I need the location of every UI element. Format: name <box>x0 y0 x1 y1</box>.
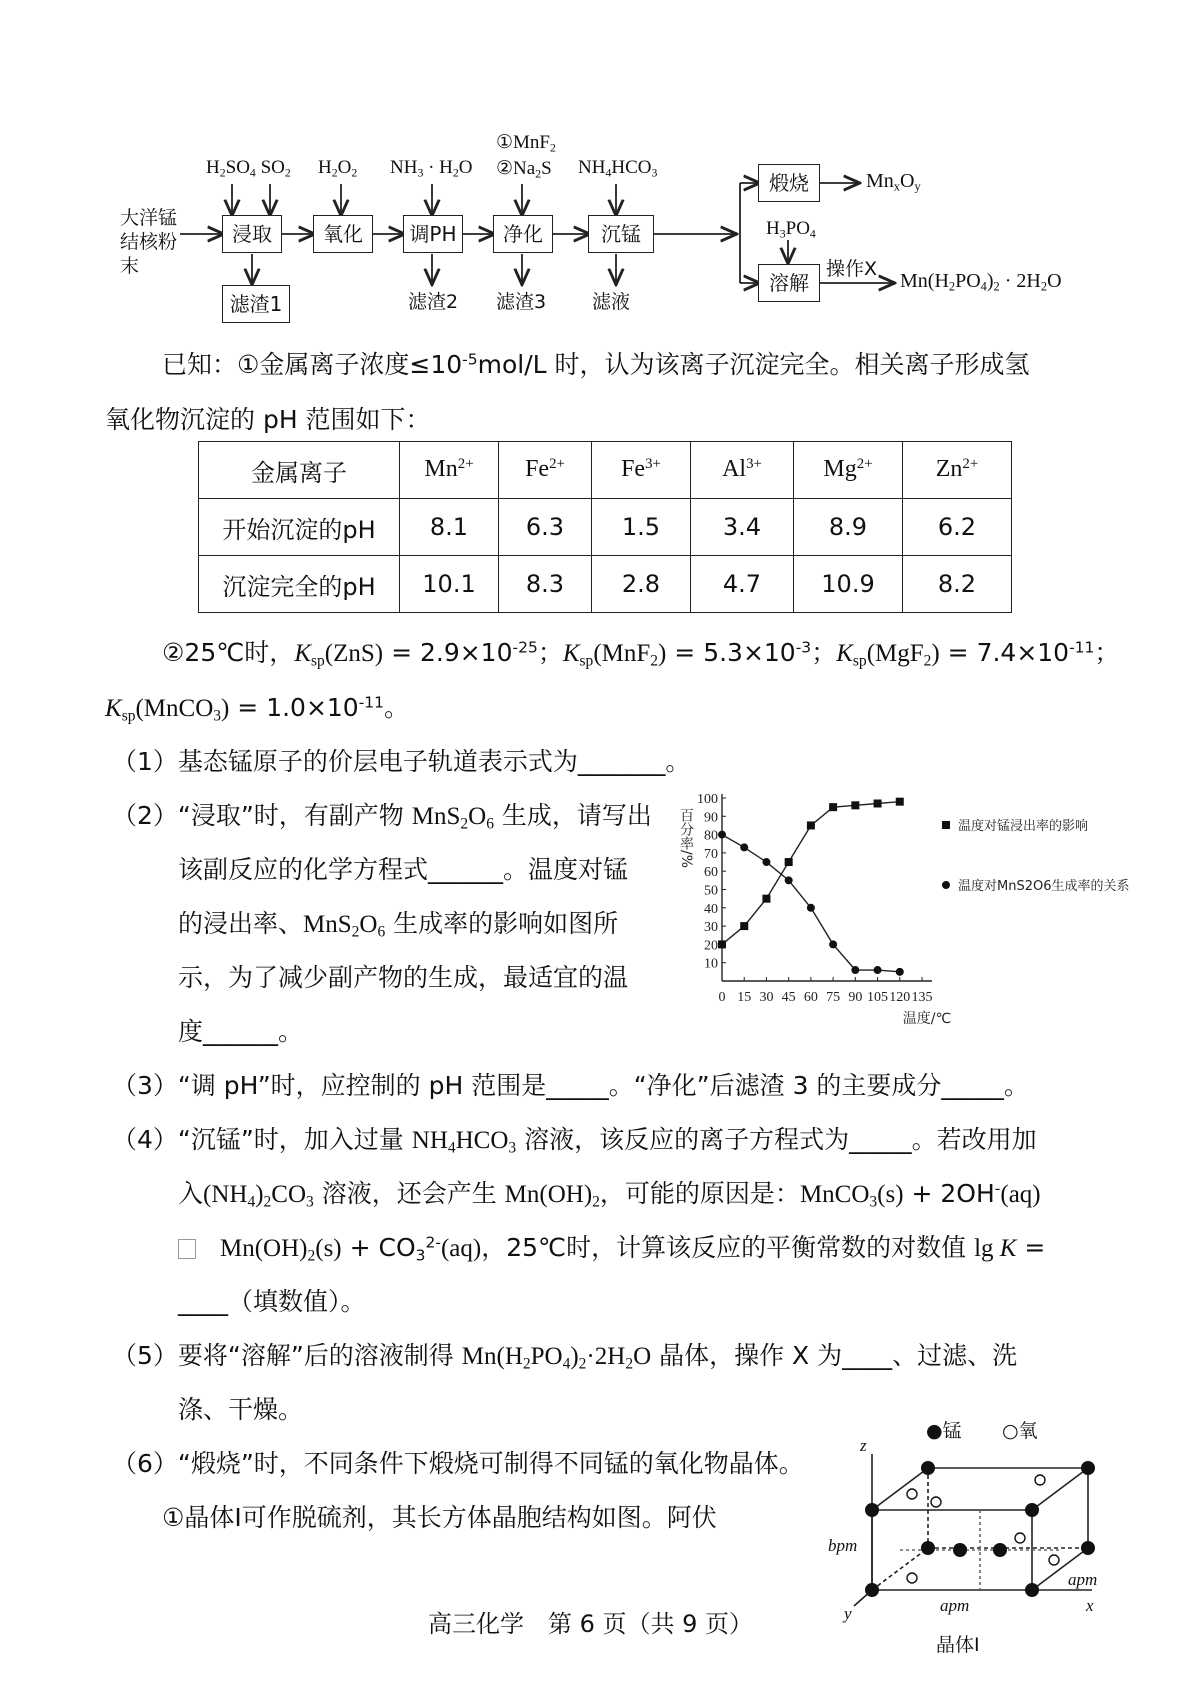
data-point-circle <box>829 940 837 948</box>
residue-3: 滤渣3 <box>496 291 547 313</box>
table-cell: 6.3 <box>499 499 592 556</box>
table-header-cell: $Zn^{2+}$ <box>903 442 1012 499</box>
legend-label-0: 温度对锰浸出率的影响 <box>958 819 1089 834</box>
x-tick-label: 15 <box>737 990 752 1005</box>
legend-marker-circle <box>942 881 950 889</box>
step-precip: 沉锰 <box>588 215 654 253</box>
start-line-2: 结核粉 <box>120 231 178 253</box>
residue-filtrate: 滤液 <box>592 291 631 313</box>
data-point-circle <box>896 968 904 976</box>
table-header-row <box>199 442 1012 499</box>
question-2-line-1: （2）“浸取”时，有副产物 $MnS_2O_6$ 生成，请写出 <box>112 801 652 833</box>
table-cell: 2.8 <box>592 556 691 613</box>
data-point-circle <box>807 904 815 912</box>
table-header-cell: $Mg^{2+}$ <box>794 442 903 499</box>
b-dimension-label: bpm <box>828 1536 858 1555</box>
y-tick-label: 80 <box>704 828 718 844</box>
x-tick-label: 120 <box>889 990 911 1005</box>
axis-z-label: z <box>860 1436 867 1455</box>
product-oxide: $Mn_xO_y$ <box>866 170 921 194</box>
ion-table <box>198 441 1012 613</box>
x-tick-label: 0 <box>718 990 726 1005</box>
flowchart <box>0 0 1200 340</box>
question-1: （1）基态锰原子的价层电子轨道表示式为_______。 <box>112 747 691 776</box>
leach-chart-svg <box>672 786 1130 1027</box>
start-line-3: 末 <box>120 255 140 277</box>
y-tick-label: 60 <box>704 865 718 881</box>
table-row <box>199 556 1012 613</box>
legend-o: ○氧 <box>1002 1420 1038 1442</box>
table-cell: 1.5 <box>592 499 691 556</box>
question-5-line-2: 涤、干燥。 <box>178 1395 304 1424</box>
reagent-leach: $H_2SO_4$ $SO_2$ <box>206 157 291 180</box>
x-tick-label: 75 <box>826 990 841 1005</box>
step-calcine: 煅烧 <box>758 164 820 202</box>
reagent-purify-1: ①MnF$_2$ <box>496 132 556 155</box>
y-tick-label: 90 <box>704 810 718 826</box>
table-cell: 8.1 <box>400 499 499 556</box>
table-cell: 10.9 <box>794 556 903 613</box>
question-2-line-3: 的浸出率、$MnS_2O_6$ 生成率的影响如图所 <box>178 909 619 941</box>
y-tick-label: 100 <box>697 792 718 807</box>
known-line-1: 已知：①金属离子浓度$\le 10^{-5}mol/L$ 时，认为该离子沉淀完全。相关离子形成氢 <box>162 350 1030 379</box>
y-tick-label: 70 <box>704 846 718 862</box>
x-tick-label: 60 <box>803 990 818 1005</box>
x-tick-label: 135 <box>911 990 933 1005</box>
operation-x: 操作X <box>826 258 878 280</box>
data-point-circle <box>874 966 882 974</box>
table-cell: 4.7 <box>691 556 794 613</box>
table-cell: 3.4 <box>691 499 794 556</box>
data-point-square <box>896 798 904 806</box>
table-cell: 10.1 <box>400 556 499 613</box>
reagent-precip: $NH_4HCO_3$ <box>578 157 658 180</box>
legend-label-1: 温度对MnS2O6生成率的关系 <box>958 879 1130 894</box>
a-bottom-label: apm <box>940 1596 970 1615</box>
data-point-circle <box>851 966 859 974</box>
step-purify: 净化 <box>493 215 553 253</box>
ksp-line-2: $K_{sp}(MnCO_3) = 1.0\times 10^{-11}$。 <box>105 693 410 725</box>
equilibrium-arrow-icon <box>178 1239 196 1259</box>
question-2-line-5: 度______。 <box>178 1017 304 1046</box>
data-point-circle <box>740 843 748 851</box>
legend-marker-square <box>942 821 950 829</box>
table-cell: 沉淀完全的pH <box>199 556 400 613</box>
reagent-ph: $NH_3 \cdot H_2O$ <box>390 157 473 180</box>
o-atoms <box>907 1475 1059 1583</box>
axis-y-label: y <box>844 1604 852 1623</box>
series-line-1 <box>722 835 900 972</box>
data-point-square <box>829 803 837 811</box>
question-3: （3）“调 pH”时，应控制的 pH 范围是_____。“净化”后滤渣 3 的主要成分_____。 <box>112 1071 1029 1100</box>
x-axis-label: 温度/℃ <box>902 1011 952 1027</box>
step-oxidize: 氧化 <box>313 215 373 253</box>
x-tick-label: 90 <box>848 990 863 1005</box>
a-side-label: apm <box>1068 1570 1098 1589</box>
step-leach: 浸取 <box>222 215 282 253</box>
start-material <box>120 206 177 278</box>
y-tick-label: 50 <box>704 883 718 899</box>
y-axis-label: 百分率/% <box>678 808 694 869</box>
residue-1: 滤渣1 <box>222 285 290 323</box>
leach-chart <box>672 786 1130 1027</box>
step-ph: 调PH <box>403 215 463 253</box>
table-cell: 8.3 <box>499 556 592 613</box>
data-point-square <box>762 895 770 903</box>
y-tick-label: 30 <box>704 920 718 936</box>
question-4-line-3: $Mn(OH)_2(s) + CO_3^{2-}(aq)$，25℃时，计算该反应的平衡常数的对数值 lg K = <box>178 1228 1045 1266</box>
crystal-cell-svg <box>840 1430 1120 1670</box>
start-line-1: 大洋锰 <box>120 207 178 229</box>
table-cell: 8.2 <box>903 556 1012 613</box>
reagent-purify-2: $②Na_2S$ <box>496 158 552 181</box>
table-header-cell: $Al^{3+}$ <box>691 442 794 499</box>
residue-2: 滤渣2 <box>408 291 459 313</box>
data-point-square <box>874 799 882 807</box>
question-2-line-4: 示，为了减少副产物的生成，最适宜的温 <box>178 963 629 992</box>
table-cell: 6.2 <box>903 499 1012 556</box>
crystal-caption: 晶体Ⅰ <box>936 1634 980 1656</box>
table-header-cell: 金属离子 <box>199 442 400 499</box>
data-point-square <box>851 801 859 809</box>
question-4-line-4: ____（填数值）。 <box>178 1287 366 1316</box>
question-2-line-2: 该副反应的化学方程式______。温度对锰 <box>178 855 629 884</box>
step-dissolve: 溶解 <box>758 264 820 302</box>
product-salt: $Mn(H_2PO_4)_2 \cdot 2H_2O$ <box>900 270 1062 294</box>
table-header-cell: $Mn^{2+}$ <box>400 442 499 499</box>
data-point-circle <box>762 858 770 866</box>
x-tick-label: 105 <box>867 990 889 1005</box>
crystal-cell-figure <box>828 1420 1120 1670</box>
reagent-dissolve: $H_3PO_4$ <box>766 218 816 241</box>
page-footer: 高三化学 第 6 页（共 9 页） <box>428 1610 754 1638</box>
ksp-line-1: ②25℃时，$K_{sp}(ZnS) = 2.9\times 10^{-25}$；$K_{sp}(MnF_2) = 5.3\times 10^{-3}$；$K_{sp}(MgF_2) = 7.4\times 10^{-11}$； <box>162 638 1120 670</box>
table-row <box>199 499 1012 556</box>
data-point-circle <box>718 831 726 839</box>
question-6-line-1: （6）“煅烧”时，不同条件下煅烧可制得不同锰的氧化物晶体。 <box>112 1449 804 1478</box>
y-tick-label: 10 <box>704 956 718 972</box>
reagent-oxidize: $H_2O_2$ <box>318 157 358 180</box>
question-4-line-1: （4）“沉锰”时，加入过量 $NH_4HCO_3$ 溶液，该反应的离子方程式为_____。若改用加 <box>112 1125 1037 1157</box>
y-tick-label: 40 <box>704 901 718 917</box>
question-4-line-2: 入$(NH_4)_2CO_3$ 溶液，还会产生 $Mn(OH)_2$，可能的原因是：MnCO$_3$(s) + 2OH-(aq) <box>178 1179 1041 1211</box>
question-5-line-1: （5）要将“溶解”后的溶液制得 $Mn(H_2PO_4)_2\cdot 2H_2O$ 晶体，操作 X 为____、过滤、洗 <box>112 1341 1018 1373</box>
table-header-cell: $Fe^{2+}$ <box>499 442 592 499</box>
legend-mn: ●锰 <box>926 1420 962 1442</box>
question-6-line-2: ①晶体Ⅰ可作脱硫剂，其长方体晶胞结构如图。阿伏 <box>162 1503 717 1532</box>
x-tick-label: 30 <box>759 990 774 1005</box>
data-point-square <box>740 922 748 930</box>
x-tick-label: 45 <box>781 990 796 1005</box>
data-point-square <box>718 940 726 948</box>
table-cell: 8.9 <box>794 499 903 556</box>
y-tick-label: 20 <box>704 938 718 954</box>
data-point-square <box>807 821 815 829</box>
data-point-circle <box>785 876 793 884</box>
axis-x-label: x <box>1086 1596 1094 1615</box>
data-point-square <box>785 858 793 866</box>
table-cell: 开始沉淀的pH <box>199 499 400 556</box>
known-line-2: 氧化物沉淀的 pH 范围如下： <box>105 405 431 434</box>
table-header-cell: $Fe^{3+}$ <box>592 442 691 499</box>
